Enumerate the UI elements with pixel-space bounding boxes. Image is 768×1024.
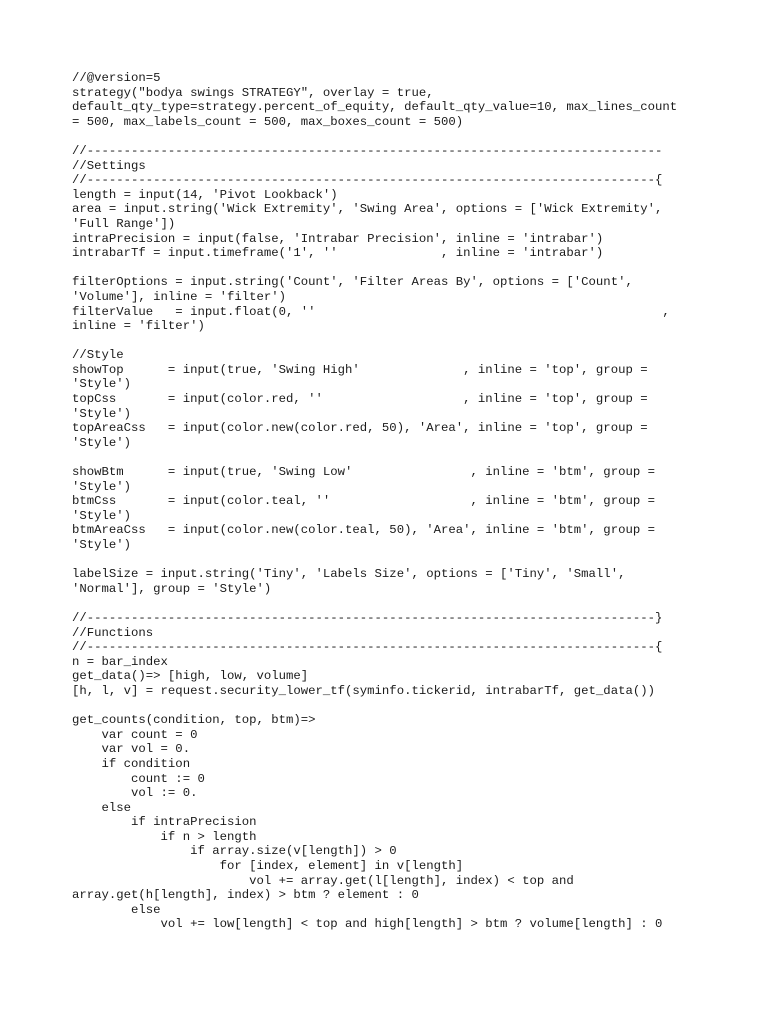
- code-line: //Style: [72, 348, 124, 363]
- code-line: //Functions: [72, 625, 154, 640]
- code-line: 'Style'): [72, 406, 132, 421]
- code-line: vol += low[length] < top and high[length] > btm ? volume[length] : 0: [72, 917, 663, 932]
- code-line: 'Style'): [72, 435, 132, 450]
- code-line: = 500, max_labels_count = 500, max_boxes_count = 500): [72, 114, 464, 129]
- code-line: //@version=5: [72, 71, 161, 85]
- code-line: [72, 553, 712, 568]
- code-line: length = input(14, 'Pivot Lookback'): [72, 187, 338, 202]
- code-line: count := 0: [72, 771, 205, 786]
- code-line: var vol = 0.: [72, 742, 191, 757]
- code-line: //-----------------------------------------------------------------------------{: [72, 640, 663, 655]
- code-line: 'Style'): [72, 377, 132, 392]
- code-line: vol := 0.: [72, 786, 198, 801]
- code-line: for [index, element] in v[length]: [72, 859, 464, 874]
- code-line: strategy("bodya swings STRATEGY", overlay = true,: [72, 85, 434, 100]
- code-line: 'Full Range']): [72, 216, 176, 231]
- code-line: vol += array.get(l[length], index) < top and: [72, 873, 574, 888]
- code-line: btmAreaCss = input(color.new(color.teal, 50), 'Area', inline = 'btm', group =: [72, 523, 655, 538]
- code-line: filterOptions = input.string('Count', 'Filter Areas By', options = ['Count',: [72, 275, 633, 290]
- code-line: [72, 261, 712, 276]
- code-line: intrabarTf = input.timeframe('1', '' , inline = 'intrabar'): [72, 246, 604, 261]
- code-line: [h, l, v] = request.security_lower_tf(syminfo.tickerid, intrabarTf, get_data()): [72, 683, 655, 698]
- code-line: [72, 334, 712, 349]
- code-line: 'Normal'], group = 'Style'): [72, 581, 272, 596]
- code-line: intraPrecision = input(false, 'Intrabar Precision', inline = 'intrabar'): [72, 231, 604, 246]
- code-line: if array.size(v[length]) > 0: [72, 844, 397, 859]
- code-line: btmCss = input(color.teal, '' , inline = 'btm', group =: [72, 494, 655, 509]
- code-line: array.get(h[length], index) > btm ? element : 0: [72, 888, 419, 903]
- code-line: 'Volume'], inline = 'filter'): [72, 289, 287, 304]
- code-line: [72, 596, 712, 611]
- code-line: n = bar_index: [72, 654, 168, 669]
- code-line: //Settings: [72, 158, 146, 173]
- code-line: [72, 450, 712, 465]
- code-line: if n > length: [72, 829, 257, 844]
- code-line: var count = 0: [72, 727, 198, 742]
- code-line: labelSize = input.string('Tiny', 'Labels Size', options = ['Tiny', 'Small',: [72, 567, 626, 582]
- code-line: [72, 699, 712, 714]
- code-line: if intraPrecision: [72, 815, 257, 830]
- code-line: inline = 'filter'): [72, 319, 205, 334]
- code-line: 'Style'): [72, 479, 132, 494]
- code-line: showTop = input(true, 'Swing High' , inline = 'top', group =: [72, 362, 648, 377]
- code-listing: [72, 71, 712, 932]
- code-line: else: [72, 902, 161, 917]
- code-line: //------------------------------------------------------------------------------: [72, 143, 663, 158]
- code-line: //-----------------------------------------------------------------------------{: [72, 173, 663, 188]
- code-line: topCss = input(color.red, '' , inline = 'top', group =: [72, 392, 648, 407]
- code-line: default_qty_type=strategy.percent_of_equity, default_qty_value=10, max_lines_count: [72, 100, 678, 115]
- code-line: area = input.string('Wick Extremity', 'Swing Area', options = ['Wick Extremity',: [72, 202, 663, 217]
- code-line: //-----------------------------------------------------------------------------}: [72, 610, 663, 625]
- code-line: get_counts(condition, top, btm)=>: [72, 713, 316, 728]
- code-line: filterValue = input.float(0, '' ,: [72, 304, 670, 319]
- code-line: 'Style'): [72, 538, 132, 552]
- code-line: 'Style'): [72, 508, 132, 523]
- code-line: [72, 129, 712, 144]
- code-line: get_data()=> [high, low, volume]: [72, 669, 309, 684]
- code-line: topAreaCss = input(color.new(color.red, 50), 'Area', inline = 'top', group =: [72, 421, 648, 436]
- code-line: showBtm = input(true, 'Swing Low' , inline = 'btm', group =: [72, 465, 655, 480]
- code-line: else: [72, 800, 132, 815]
- code-line: if condition: [72, 756, 191, 771]
